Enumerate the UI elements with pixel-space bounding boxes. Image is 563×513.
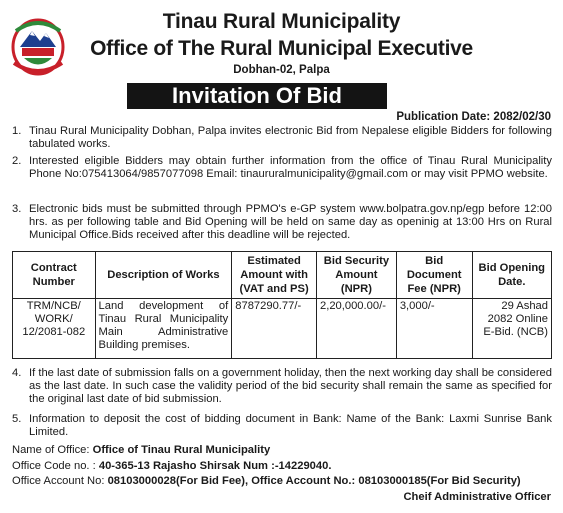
list-item: 2. Interested eligible Bidders may obtain further information from the office of Tinau Rural Municipality Phone No:075413064/9857077098 Email: tinaururalmunicipality@gmail.com or may visit PPMO website. bbox=[12, 155, 552, 180]
list-item: 3. Electronic bids must be submitted through PPMO's e-GP system www.bolpatra.gov.np/egp before 12:00 hrs. as per following table and Bid Opening will be held on same day as openinig at 13:00 Hrs on Rural Municipal Office.Bids received after this deadline will be rejected. bbox=[12, 203, 552, 241]
office-code-line: Office Code no. : 40-365-13 Rajasho Shirsak Num :-14229040. bbox=[12, 460, 332, 472]
publication-date: Publication Date: 2082/02/30 bbox=[396, 111, 551, 123]
cell-contract-number: TRM/NCB/ WORK/ 12/2081-082 bbox=[13, 299, 96, 359]
org-name: Tinau Rural Municipality bbox=[162, 10, 401, 33]
table-row bbox=[13, 299, 552, 359]
col-document-fee: Bid Document Fee (NPR) bbox=[396, 252, 472, 299]
account-line: Office Account No: 08103000028(For Bid Fee), Office Account No.: 08103000185(For Bid Security) bbox=[12, 475, 521, 487]
notice-title-banner: Invitation Of Bid bbox=[127, 83, 387, 109]
cell-bid-security: 2,20,000.00/- bbox=[316, 299, 396, 359]
cell-estimated-amount: 8787290.77/- bbox=[232, 299, 317, 359]
signatory: Cheif Administrative Officer bbox=[403, 491, 551, 503]
col-description: Description of Works bbox=[95, 252, 232, 299]
list-item: 5. Information to deposit the cost of bidding document in Bank: Name of the Bank: Laxmi Sunrise Bank Limited. bbox=[12, 413, 552, 438]
cell-opening-date: 29 Ashad 2082 Online E-Bid. (NCB) bbox=[472, 299, 551, 359]
col-opening-date: Bid Opening Date. bbox=[472, 252, 551, 299]
cell-description: Land development of Tinau Rural Municipality Main Administrative Building premises. bbox=[95, 299, 232, 359]
bid-table bbox=[12, 251, 552, 359]
office-name-line: Name of Office: Office of Tinau Rural Municipality bbox=[12, 444, 271, 456]
col-contract-number: Contract Number bbox=[13, 252, 96, 299]
col-bid-security: Bid Security Amount (NPR) bbox=[316, 252, 396, 299]
table-header-row bbox=[13, 252, 552, 299]
list-item: 1. Tinau Rural Municipality Dobhan, Palpa invites electronic Bid from Nepalese eligible Bidders for following tabulated works. bbox=[12, 125, 552, 150]
cell-document-fee: 3,000/- bbox=[396, 299, 472, 359]
office-address: Dobhan-02, Palpa bbox=[233, 64, 330, 76]
list-item: 4. If the last date of submission falls on a government holiday, then the next working day shall be considered as the last date. In such case the validity period of the bid security shall remain the same as specified for the original last date of bid submission. bbox=[12, 367, 552, 405]
office-title: Office of The Rural Municipal Executive bbox=[90, 37, 473, 60]
col-estimated-amount: Estimated Amount with (VAT and PS) bbox=[232, 252, 317, 299]
